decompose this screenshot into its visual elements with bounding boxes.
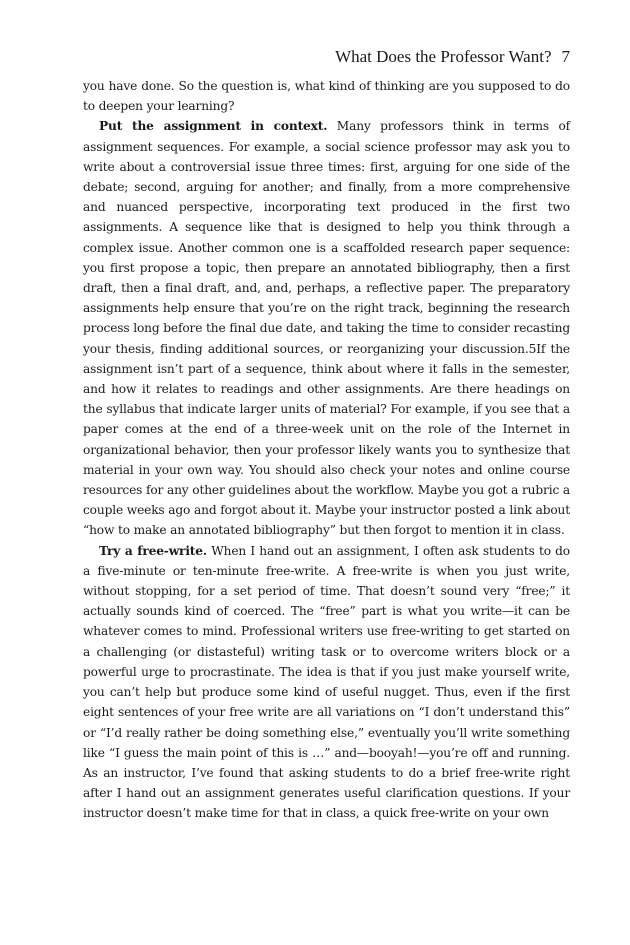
paragraph-lead-heading: Try a free-write. — [99, 543, 207, 558]
body-text — [83, 76, 570, 824]
paragraph-continuation — [83, 76, 570, 116]
paragraph-lead-heading: Put the assignment in context. — [99, 119, 328, 134]
paragraph-assignment-context — [83, 116, 570, 540]
paragraph-text: you have done. So the question is, what kind of thinking are you supposed to do to deepen your learning? — [83, 79, 570, 114]
paragraph-text: When I hand out an assignment, I often ask students to do a five-minute or ten-minute free-write. A free-write is when you just write, without stopping, for a set period of time. That doesn’t sound very “free;” it actually sounds kind of coerced. The “free” part is what you write—it can be whatever comes to mind. Professional writers use free-writing to get started on a challenging (or distasteful) writing task or to overcome writers block or a powerful urge to procrastinate. The idea is that if you just make yourself write, you can’t help but produce some kind of useful nugget. Thus, even if the first eight sentences of your free write are all variations on “I don’t understand this” or “I’d really rather be doing something else,” eventually you’ll write something like “I guess the main point of this is …” and—booyah!—you’re off and running. As an instructor, I’ve found that asking students to do a brief free-write right after I hand out an assignment generates useful clarification questions. If your instructor doesn’t make time for that in class, a quick free-write on your own — [83, 543, 570, 821]
page-number: 7 — [561, 47, 570, 66]
running-title: What Does the Professor Want? — [335, 47, 552, 66]
paragraph-free-write — [83, 541, 570, 824]
paragraph-text: Many professors think in terms of assignment sequences. For example, a social science professor may ask you to write about a controversial issue three times: first, arguing for one side of the debate; second, arguing for another; and finally, from a more comprehensive and nuanced perspective, incorporating text produced in the first two assignments. A sequence like that is designed to help you think through a complex issue. Another common one is a scaffolded research paper sequence: you first propose a topic, then prepare an annotated bibliography, then a first draft, then a final draft, and, and, perhaps, a reflective paper. The preparatory assignments help ensure that you’re on the right track, beginning the research process long before the final due date, and taking the time to consider recasting your thesis, finding additional sources, or reorganizing your discussion.5If the assignment isn’t part of a sequence, think about where it falls in the semester, and how it relates to readings and other assignments. Are there headings on the syllabus that indicate larger units of material? For example, if you see that a paper comes at the end of a three-week unit on the role of the Internet in organizational behavior, then your professor likely wants you to synthesize that material in your own way. You should also check your notes and online course resources for any other guidelines about the workflow. Maybe you got a rubric a couple weeks ago and forgot about it. Maybe your instructor posted a link about “how to make an annotated bibliography” but then forgot to mention it in class. — [83, 119, 570, 538]
running-header — [83, 46, 570, 68]
